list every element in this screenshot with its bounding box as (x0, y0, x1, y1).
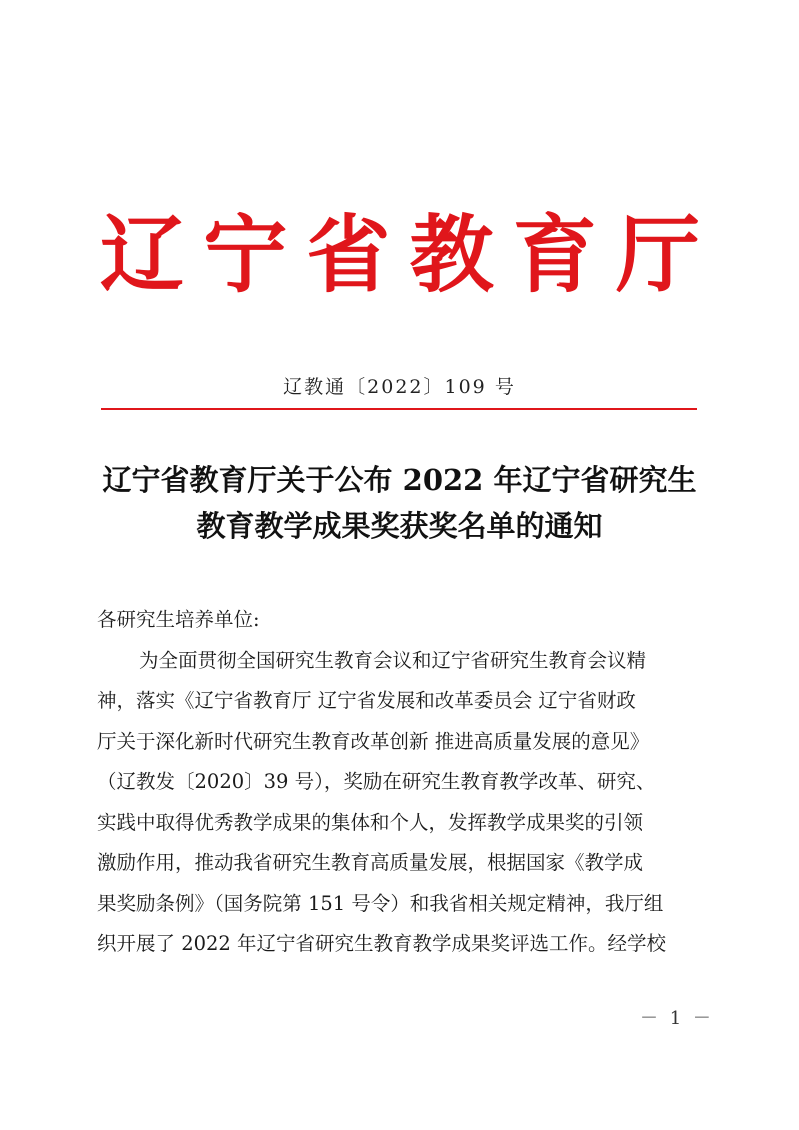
org-name-char: 辽 (100, 205, 185, 304)
org-name-char: 厅 (615, 205, 700, 304)
body-line: 厅关于深化新时代研究生教育改革创新 推进高质量发展的意见》 (97, 729, 650, 753)
org-name-char: 省 (306, 205, 391, 304)
body-line: 实践中取得优秀教学成果的集体和个人，发挥教学成果奖的引领 (97, 810, 644, 834)
body-line: 果奖励条例》（国务院第 151 号令）和我省相关规定精神，我厅组 (97, 891, 664, 915)
document-number: 辽教通〔2022〕109 号 (283, 376, 516, 398)
body-line: 织开展了 2022 年辽宁省研究生教育教学成果奖评选工作。经学校 (97, 932, 667, 955)
document-body (97, 600, 709, 965)
red-divider-line (101, 408, 697, 410)
salutation: 各研究生培养单位: (97, 608, 260, 631)
title-line: 辽宁省教育厅关于公布 2022 年辽宁省研究生 (102, 463, 697, 497)
org-name-char: 育 (512, 205, 597, 304)
body-line: （辽教发〔2020〕39 号），奖励在研究生教育教学改革、研究、 (97, 770, 656, 793)
body-line: 激励作用，推动我省研究生教育高质量发展，根据国家《教学成 (97, 851, 644, 874)
body-line: 为全面贯彻全国研究生教育会议和辽宁省研究生教育会议精 (139, 648, 647, 672)
org-name-char: 教 (409, 205, 494, 304)
document-title (0, 457, 799, 549)
page-number: － 1 － (640, 1008, 714, 1029)
title-line: 教育教学成果奖获奖名单的通知 (196, 509, 603, 543)
body-line: 神，落实《辽宁省教育厅 辽宁省发展和改革委员会 辽宁省财政 (97, 689, 636, 712)
issuing-organization-header (100, 205, 700, 305)
org-name-char: 宁 (203, 205, 288, 304)
